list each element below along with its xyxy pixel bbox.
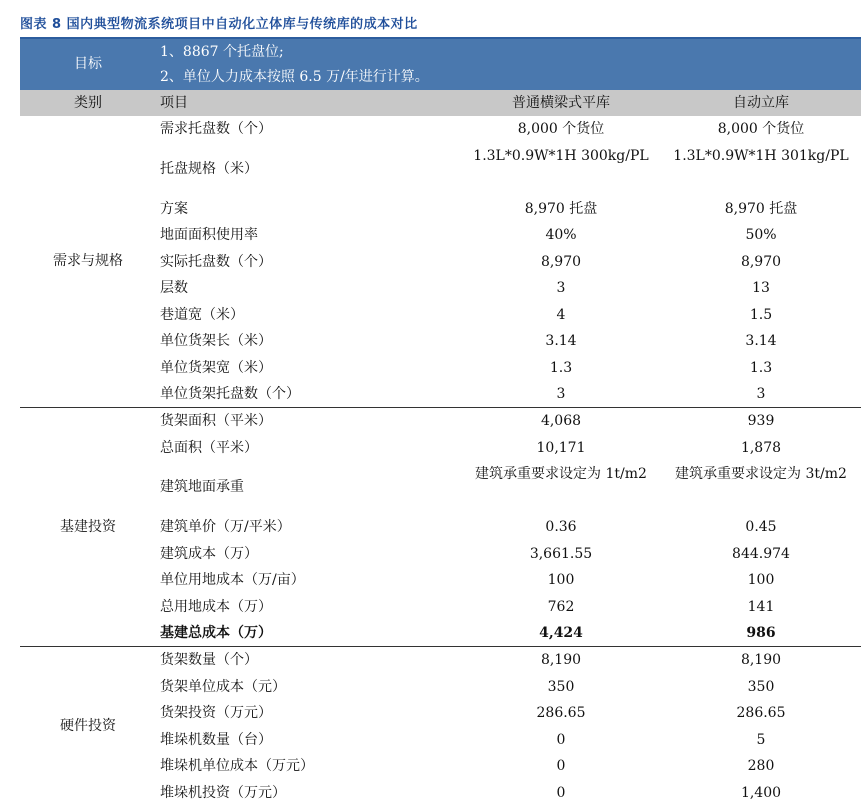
row-item: 货架单位成本（元） — [160, 674, 480, 701]
row-value-a: 1.3L*0.9W*1H 300kg/PL — [461, 143, 661, 196]
row-value-a: 762 — [461, 594, 661, 621]
row-value-a: 40% — [461, 222, 661, 249]
row-item: 堆垛机数量（台） — [160, 727, 480, 754]
row-value-b: 1,400 — [661, 780, 861, 806]
row-value-b: 939 — [661, 408, 861, 435]
row-item: 总面积（平米） — [160, 435, 480, 462]
row-value-b: 8,000 个货位 — [661, 116, 861, 143]
row-item: 建筑地面承重 — [160, 461, 480, 514]
goal-label: 目标 — [20, 39, 156, 90]
row-value-a: 3 — [461, 275, 661, 302]
goal-line-2: 2、单位人力成本按照 6.5 万/年进行计算。 — [160, 65, 429, 89]
table-header — [20, 90, 861, 116]
row-value-b: 建筑承重要求设定为 3t/m2 — [661, 461, 861, 514]
row-item: 建筑成本（万） — [160, 541, 480, 568]
header-category: 类别 — [20, 90, 156, 116]
row-item: 堆垛机投资（万元） — [160, 780, 480, 806]
row-value-b: 986 — [661, 620, 861, 647]
row-item: 货架面积（平米） — [160, 408, 480, 435]
row-value-b: 280 — [661, 753, 861, 780]
category-cell: 硬件投资 — [20, 647, 156, 805]
row-item: 需求托盘数（个） — [160, 116, 480, 143]
row-value-a: 8,970 托盘 — [461, 196, 661, 223]
row-value-a: 4,068 — [461, 408, 661, 435]
row-value-b: 1.3 — [661, 355, 861, 382]
row-value-b: 844.974 — [661, 541, 861, 568]
row-value-a: 3 — [461, 381, 661, 408]
row-value-a: 10,171 — [461, 435, 661, 462]
row-value-b: 50% — [661, 222, 861, 249]
row-value-b: 5 — [661, 727, 861, 754]
row-item: 货架数量（个） — [160, 647, 480, 674]
row-value-b: 8,190 — [661, 647, 861, 674]
row-value-b: 1.5 — [661, 302, 861, 329]
row-item: 货架投资（万元） — [160, 700, 480, 727]
row-value-b: 13 — [661, 275, 861, 302]
row-value-a: 350 — [461, 674, 661, 701]
row-value-a: 3,661.55 — [461, 541, 661, 568]
goal-line-1: 1、8867 个托盘位; — [160, 40, 284, 64]
row-item: 巷道宽（米） — [160, 302, 480, 329]
row-item: 堆垛机单位成本（万元） — [160, 753, 480, 780]
row-value-b: 0.45 — [661, 514, 861, 541]
row-item: 单位货架长（米） — [160, 328, 480, 355]
category-cell: 基建投资 — [20, 408, 156, 646]
header-col-a: 普通横梁式平库 — [461, 90, 661, 116]
row-item: 基建总成本（万） — [160, 620, 480, 647]
row-value-b: 286.65 — [661, 700, 861, 727]
row-item: 托盘规格（米） — [160, 143, 480, 196]
row-value-b: 1,878 — [661, 435, 861, 462]
row-item: 地面面积使用率 — [160, 222, 480, 249]
row-item: 总用地成本（万） — [160, 594, 480, 621]
row-value-a: 3.14 — [461, 328, 661, 355]
row-value-a: 0 — [461, 753, 661, 780]
header-item: 项目 — [160, 90, 480, 116]
figure-title: 图表 8 国内典型物流系统项目中自动化立体库与传统库的成本对比 — [20, 14, 861, 36]
category-cell: 需求与规格 — [20, 116, 156, 407]
row-item: 单位用地成本（万/亩） — [160, 567, 480, 594]
row-item: 单位货架托盘数（个） — [160, 381, 480, 408]
row-value-a: 4 — [461, 302, 661, 329]
row-item: 单位货架宽（米） — [160, 355, 480, 382]
row-value-b: 3.14 — [661, 328, 861, 355]
row-value-b: 8,970 托盘 — [661, 196, 861, 223]
row-value-b: 8,970 — [661, 249, 861, 276]
row-value-a: 建筑承重要求设定为 1t/m2 — [461, 461, 661, 514]
row-value-a: 8,970 — [461, 249, 661, 276]
row-value-a: 4,424 — [461, 620, 661, 647]
header-col-b: 自动立库 — [661, 90, 861, 116]
row-value-b: 141 — [661, 594, 861, 621]
row-item: 层数 — [160, 275, 480, 302]
row-value-a: 8,000 个货位 — [461, 116, 661, 143]
row-value-a: 286.65 — [461, 700, 661, 727]
row-value-a: 0.36 — [461, 514, 661, 541]
row-value-b: 350 — [661, 674, 861, 701]
row-value-b: 3 — [661, 381, 861, 408]
row-value-a: 0 — [461, 780, 661, 806]
row-item: 实际托盘数（个） — [160, 249, 480, 276]
row-item: 方案 — [160, 196, 480, 223]
goal-row — [20, 39, 861, 90]
row-value-a: 100 — [461, 567, 661, 594]
row-value-b: 1.3L*0.9W*1H 301kg/PL — [661, 143, 861, 196]
row-value-a: 1.3 — [461, 355, 661, 382]
row-value-a: 8,190 — [461, 647, 661, 674]
row-value-b: 100 — [661, 567, 861, 594]
row-value-a: 0 — [461, 727, 661, 754]
row-item: 建筑单价（万/平米） — [160, 514, 480, 541]
